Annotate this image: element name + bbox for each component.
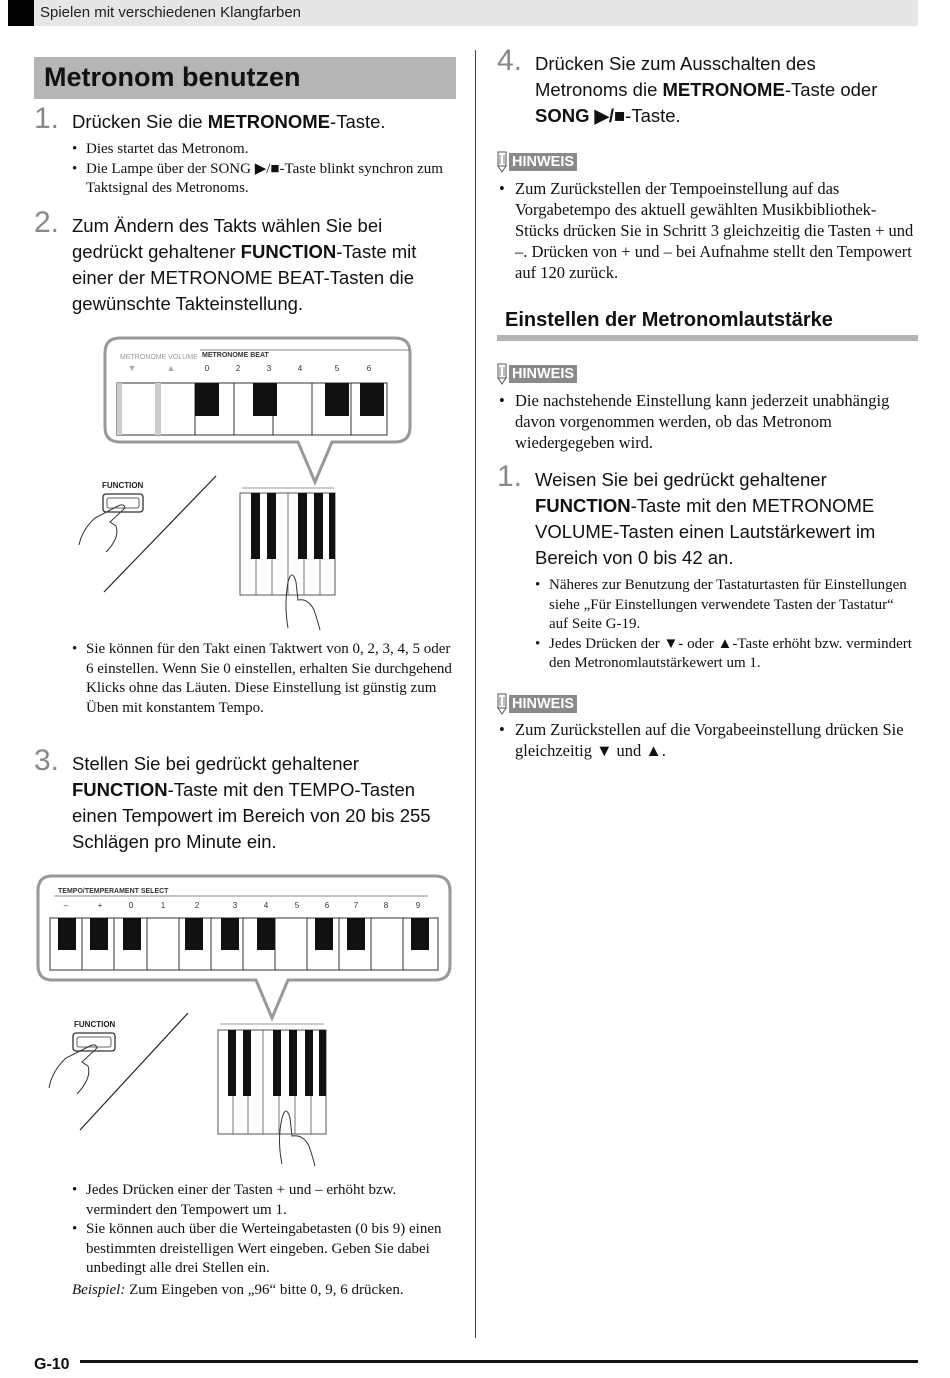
beat-value: 4 <box>297 364 303 373</box>
step1-bullets <box>72 140 452 199</box>
tempo-key-label: 7 <box>353 901 359 910</box>
pencil-icon <box>495 151 509 173</box>
step2-line <box>72 239 472 265</box>
list-item: • Sie können auch über die Werteingabetasten (0 bis 9) einen bestimmten dreistelligen Wert eingeben. Geben Sie dabei unbedingt alle drei Stellen ein. <box>72 1220 460 1279</box>
step4-line: Drücken Sie zum Ausschalten des <box>535 53 816 74</box>
step2-line-bold: FUNCTION <box>240 241 337 262</box>
volume-step1-line: Weisen Sie bei gedrückt gehaltener <box>535 469 827 490</box>
tempo-illustration <box>30 868 470 1173</box>
list-item: • Dies startet das Metronom. <box>72 140 452 160</box>
step1-text-bold: METRONOME <box>207 111 331 132</box>
pencil-icon <box>495 693 509 715</box>
tempo-key-label: 5 <box>294 901 300 910</box>
divider-slash <box>80 1013 188 1130</box>
pencil-icon <box>495 363 509 385</box>
step-number: 4. <box>497 44 523 77</box>
example-text: Zum Eingeben von „96“ bitte 0, 9, 6 drücken. <box>125 1281 404 1298</box>
mini-keyboard <box>240 488 335 595</box>
column-divider <box>475 50 476 1338</box>
temperament-label: TEMPERAMENT SELECT <box>84 888 169 895</box>
step2-line: Zum Ändern des Takts wählen Sie bei <box>72 215 383 236</box>
step3-text <box>72 751 472 855</box>
tempo-key-label: + <box>97 901 103 910</box>
subsection-underline <box>497 335 918 341</box>
tempo-key-label: 4 <box>263 901 269 910</box>
tempo-key-label: 8 <box>383 901 389 910</box>
tempo-key-label: 9 <box>415 901 421 910</box>
step2-line-post: -Taste mit <box>336 241 417 262</box>
beat-value: 2 <box>235 364 241 373</box>
step4-line <box>535 77 925 103</box>
grey-key <box>117 383 122 435</box>
volume-step1-line-bold: FUNCTION <box>535 495 631 516</box>
hinweis-label: HINWEIS <box>509 153 577 171</box>
volume-down-icon: ▼ <box>127 363 137 373</box>
step3-line-post: -Taste mit den TEMPO-Tasten <box>167 779 416 800</box>
step4-line-post: -Taste oder <box>784 79 878 100</box>
step3-line-bold: FUNCTION <box>72 779 168 800</box>
subsection-title: Einstellen der Metronomlautstärke <box>505 309 833 331</box>
beat-value: 0 <box>204 364 210 373</box>
step-number: 1. <box>34 102 60 135</box>
step4-line-bold: METRONOME <box>662 79 785 100</box>
step4-line-pre: Metronoms die <box>535 79 663 100</box>
mini-keyboard <box>218 1024 326 1134</box>
step3-line: Schlägen pro Minute ein. <box>72 831 277 852</box>
keyboard-segment <box>50 918 438 970</box>
metronome-beat-label: METRONOME BEAT <box>202 352 269 359</box>
function-button-label: FUNCTION <box>102 481 144 490</box>
function-button-label: FUNCTION <box>74 1020 116 1029</box>
beat-value: 5 <box>334 364 340 373</box>
header-marker <box>8 0 34 26</box>
tempo-key-label: 6 <box>324 901 330 910</box>
list-item: • Zum Zurückstellen auf die Vorgabeeinstellung drücken Sie gleichzeitig ▼ und ▲. <box>499 719 917 761</box>
volume-up-icon: ▲ <box>166 363 176 373</box>
step3-bullets <box>72 1181 460 1300</box>
step3-line: einen Tempowert im Bereich von 20 bis 255 <box>72 805 431 826</box>
list-item: • Sie können für den Takt einen Taktwert von 0, 2, 3, 4, 5 oder 6 einstellen. Wenn Sie 0 einstellen, erhalten Sie durchgehend Klicks ohne das Läuten. Diese Einstellung ist günstig zum Üben mit konstantem Tempo. <box>72 640 457 718</box>
tempo-key-label: – <box>63 901 69 910</box>
step2-text <box>72 213 472 317</box>
beat-value: 3 <box>266 364 272 373</box>
metronome-volume-label: METRONOME VOLUME <box>120 354 198 361</box>
volume-step1-line <box>535 493 925 519</box>
grey-key <box>155 383 161 435</box>
hinweis-badge <box>495 363 577 385</box>
section-title: Metronom benutzen <box>44 62 301 92</box>
note-volume-reset <box>499 719 917 761</box>
step4-line <box>535 103 925 129</box>
list-item: • Näheres zur Benutzung der Tastaturtasten für Einstellungen siehe „Für Einstellungen verwendete Tasten der Tastatur“ auf Seite G-19. <box>535 576 915 635</box>
hinweis-badge <box>495 151 577 173</box>
step3-line <box>72 777 472 803</box>
hinweis-label: HINWEIS <box>509 695 577 713</box>
step-number: 1. <box>497 460 523 493</box>
volume-step1-line: Bereich von 0 bis 42 an. <box>535 547 734 568</box>
example-line <box>72 1281 460 1301</box>
tempo-key-label: 3 <box>232 901 238 910</box>
hinweis-badge <box>495 693 577 715</box>
step-number: 2. <box>34 206 60 239</box>
volume-step1-bullets <box>535 576 915 674</box>
footer-rule <box>80 1360 918 1363</box>
metronome-beat-illustration <box>70 330 470 635</box>
step-number: 3. <box>34 744 60 777</box>
step1-text-pre: Drücken Sie die <box>72 111 208 132</box>
step4-line-post: -Taste. <box>625 105 681 126</box>
list-item: • Jedes Drücken der ▼- oder ▲-Taste erhöht bzw. vermindert den Metronomlautstärkewert um 1. <box>535 635 915 674</box>
tempo-label <box>58 888 169 895</box>
hinweis-label: HINWEIS <box>509 365 577 383</box>
note-volume-anytime <box>499 390 917 453</box>
step3-line: Stellen Sie bei gedrückt gehaltener <box>72 753 359 774</box>
page-number: G-10 <box>34 1356 70 1373</box>
step1-text <box>72 109 462 135</box>
note-tempo-reset <box>499 178 917 283</box>
function-button <box>73 1033 115 1051</box>
volume-step1-line-post: -Taste mit den METRONOME <box>630 495 875 516</box>
tempo-key-label: 1 <box>160 901 166 910</box>
tempo-key-label: 0 <box>128 901 134 910</box>
step2-line: einer der METRONOME BEAT-Tasten die <box>72 267 415 288</box>
section-title-box <box>34 57 456 99</box>
list-item: • Jedes Drücken einer der Tasten + und – erhöht bzw. vermindert den Tempowert um 1. <box>72 1181 460 1220</box>
step2-line: gewünschte Takteinstellung. <box>72 293 304 314</box>
beat-value: 6 <box>366 364 372 373</box>
step2-bullets <box>72 640 457 718</box>
list-item: • Zum Zurückstellen der Tempoeinstellung auf das Vorgabetempo des aktuell gewählten Musikbibliothek-Stücks drücken Sie in Schritt 3 gleichzeitig die Tasten + und –. Drücken von + und – bei Aufnahme stellt den Tempowert auf 120 zurück. <box>499 178 917 283</box>
hand-icon <box>49 1045 97 1094</box>
step4-line-bold: SONG ▶/■ <box>535 105 626 126</box>
example-label: Beispiel: <box>72 1281 126 1298</box>
step2-line-pre: gedrückt gehaltener <box>72 241 241 262</box>
list-item: • Die Lampe über der SONG ▶/■-Taste blinkt synchron zum Taktsignal des Metronoms. <box>72 160 452 199</box>
header-title: Spielen mit verschiedenen Klangfarben <box>40 4 301 21</box>
volume-step1-line: VOLUME-Tasten einen Lautstärkewert im <box>535 521 876 542</box>
tempo-label-part: TEMPO/ <box>58 888 85 895</box>
tempo-key-label: 2 <box>194 901 200 910</box>
step4-text <box>535 51 925 129</box>
list-item: • Die nachstehende Einstellung kann jederzeit unabhängig davon vorgenommen werden, ob das Metronom wiedergegeben wird. <box>499 390 917 453</box>
volume-step1-text <box>535 467 925 571</box>
step1-text-post: -Taste. <box>330 111 386 132</box>
